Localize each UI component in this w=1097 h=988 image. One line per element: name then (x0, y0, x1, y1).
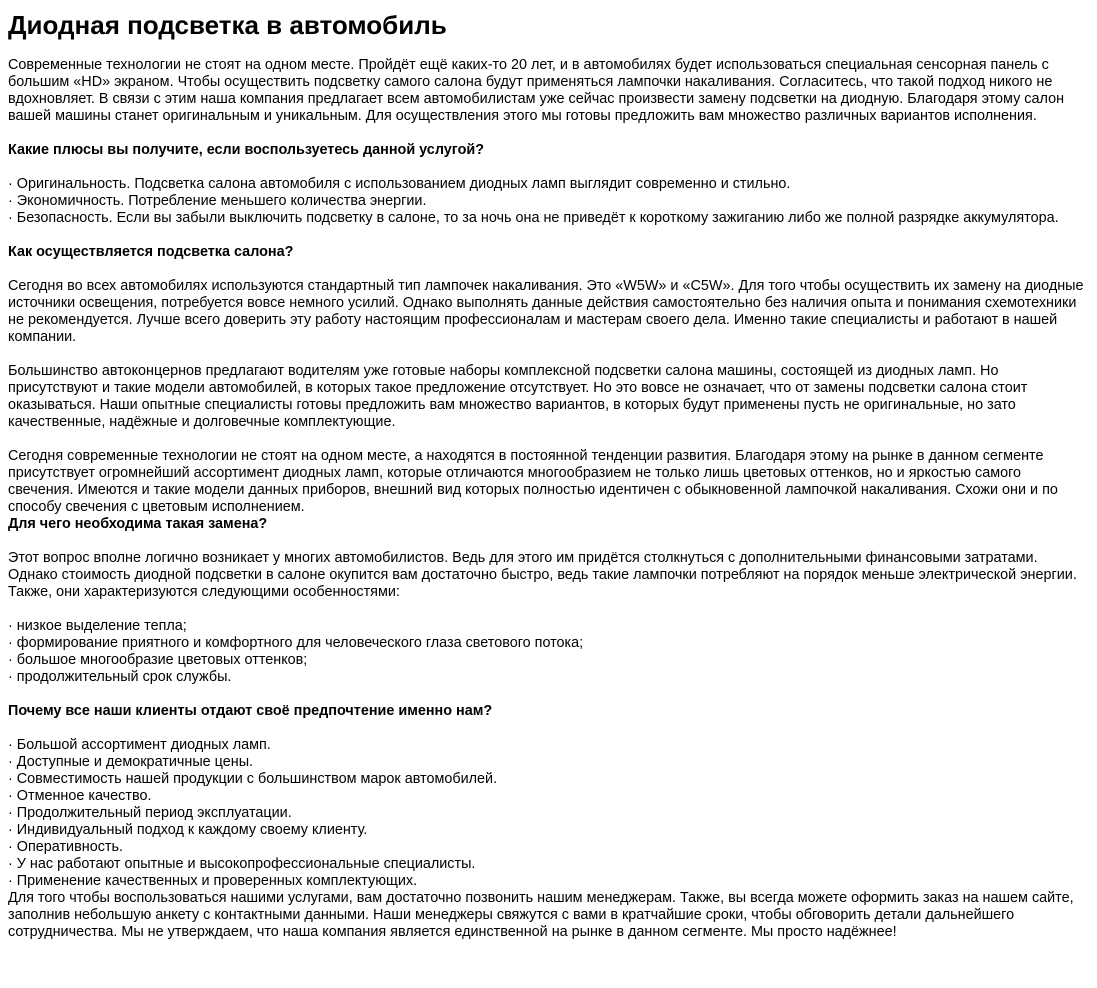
page-title: Диодная подсветка в автомобиль (8, 10, 447, 40)
list-item: · Большой ассортимент диодных ламп. (8, 737, 271, 753)
list-item: · У нас работают опытные и высокопрофессиональные специалисты. (8, 856, 476, 872)
list-item: · формирование приятного и комфортного для человеческого глаза светового потока; (8, 635, 584, 651)
list-item: · Оперативность. (8, 839, 123, 855)
section-heading-how: Как осуществляется подсветка салона? (8, 244, 294, 260)
list-item: · продолжительный срок службы. (8, 669, 232, 685)
paragraph: Этот вопрос вполне логично возникает у многих автомобилистов. Ведь для этого им придётся столкнуться с дополнительными финансовыми затратами. Однако стоимость диодной подсветки в салоне окупится вам достаточно быстро, ведь такие лампочки потребляют на порядок меньше электрической энергии. Также, они характеризуются следующими особенностями: (8, 550, 1077, 600)
section-heading-benefits: Какие плюсы вы получите, если воспользуетесь данной услугой? (8, 142, 484, 158)
list-item: · большое многообразие цветовых оттенков; (8, 652, 308, 668)
advantages-list (8, 737, 1089, 890)
list-item: · низкое выделение тепла; (8, 618, 187, 634)
list-item: · Экономичность. Потребление меньшего количества энергии. (8, 193, 427, 209)
list-item: · Применение качественных и проверенных комплектующих. (8, 873, 418, 889)
section-heading-why-replace: Для чего необходима такая замена? (8, 516, 268, 532)
benefits-list (8, 176, 1089, 227)
paragraph: Сегодня во всех автомобилях используются стандартный тип лампочек накаливания. Это «W5W» и «C5W». Для того чтобы осуществить их замену на диодные источники освещения, потребуется вовсе немного усилий. Однако выполнять данные действия самостоятельно без наличия опыта и понимания схемотехники не рекомендуется. Лучше всего доверить эту работу настоящим профессионалам и мастерам своего дела. Именно такие специалисты и работают в нашей компании. (8, 278, 1084, 345)
list-item: · Доступные и демократичные цены. (8, 754, 254, 770)
intro-paragraph: Современные технологии не стоят на одном месте. Пройдёт ещё каких-то 20 лет, и в автомобилях будет использоваться специальная сенсорная панель с большим «HD» экраном. Чтобы осуществить подсветку самого салона будут применяться лампочки накаливания. Согласитесь, что такой подход никого не вдохновляет. В связи с этим наша компания предлагает всем автомобилистам уже сейчас произвести замену подсветки на диодную. Благодаря этому салон вашей машины станет оригинальным и уникальным. Для осуществления этого мы готовы предложить вам множество различных вариантов исполнения. (8, 57, 1065, 124)
features-list (8, 618, 1089, 686)
paragraph: Сегодня современные технологии не стоят на одном месте, а находятся в постоянной тенденции развития. Благодаря этому на рынке в данном сегменте присутствует огромнейший ассортимент диодных ламп, которые отличаются многообразием не только лишь цветовых оттенков, но и яркостью самого свечения. Имеются и такие модели данных приборов, внешний вид которых полностью идентичен с обыкновенной лампочкой накаливания. Схожи они и по способу свечения с цветовым исполнением. (8, 448, 1058, 515)
list-item: · Продолжительный период эксплуатации. (8, 805, 292, 821)
closing-paragraph: Для того чтобы воспользоваться нашими услугами, вам достаточно позвонить нашим менеджерам. Также, вы всегда можете оформить заказ на нашем сайте, заполнив небольшую анкету с контактными данными. Наши менеджеры свяжутся с вами в кратчайшие сроки, чтобы обговорить детали дальнейшего сотрудничества. Мы не утверждаем, что наша компания является единственной на рынке в данном сегменте. Мы просто надёжнее! (8, 890, 1074, 940)
list-item: · Индивидуальный подход к каждому своему клиенту. (8, 822, 368, 838)
list-item: · Безопасность. Если вы забыли выключить подсветку в салоне, то за ночь она не приведёт к короткому зажиганию либо же полной разрядке аккумулятора. (8, 210, 1059, 226)
list-item: · Отменное качество. (8, 788, 152, 804)
article (0, 10, 1097, 941)
list-item: · Совместимость нашей продукции с большинством марок автомобилей. (8, 771, 498, 787)
paragraph: Большинство автоконцернов предлагают водителям уже готовые наборы комплексной подсветки салона машины, состоящей из диодных ламп. Но присутствуют и такие модели автомобилей, в которых такое предложение отсутствует. Но это вовсе не означает, что от замены подсветки салона стоит оказываться. Наши опытные специалисты готовы предложить вам множество вариантов, в которых будут применены пусть не оригинальные, но зато качественные, надёжные и долговечные комплектующие. (8, 363, 1028, 430)
list-item: · Оригинальность. Подсветка салона автомобиля с использованием диодных ламп выглядит современно и стильно. (8, 176, 791, 192)
section-heading-why-us: Почему все наши клиенты отдают своё предпочтение именно нам? (8, 703, 493, 719)
